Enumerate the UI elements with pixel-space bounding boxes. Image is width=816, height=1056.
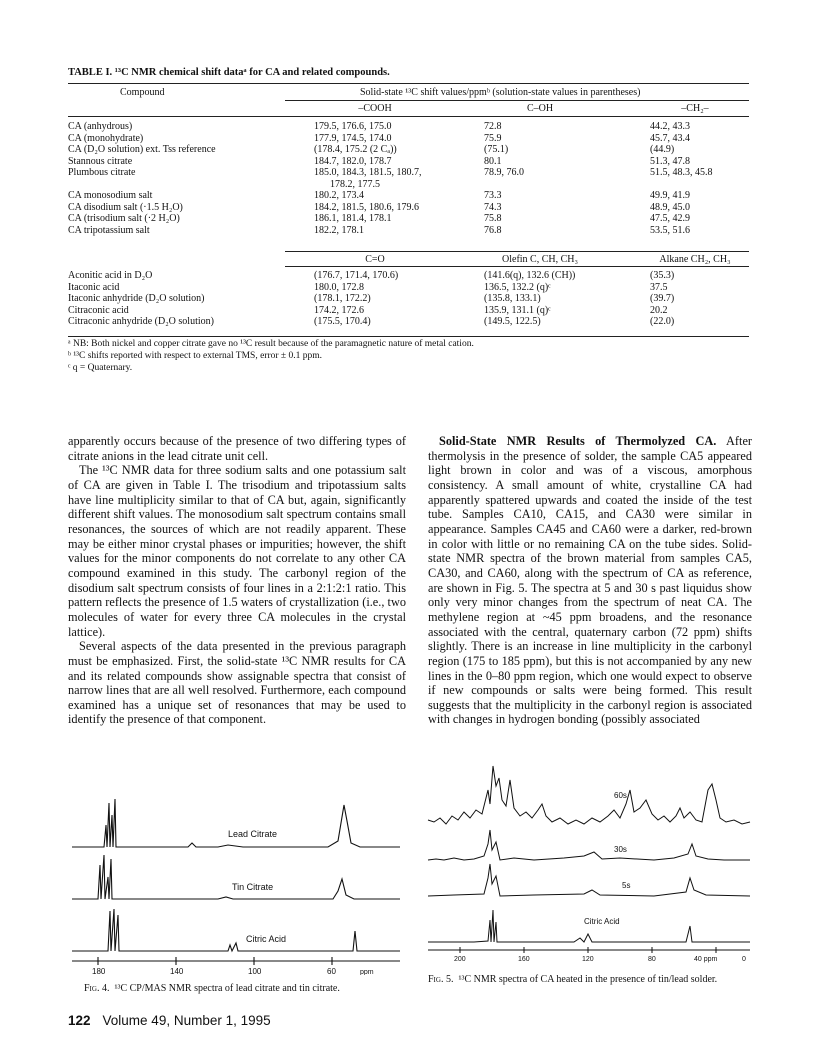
fig4-caption-label: Fig. 4. (84, 983, 110, 994)
paragraph: After thermolysis in the presence of solder, the sample CA5 appeared light brown in color and was of a viscous, amorphous consistency. A small amount of white, crystalline CA had apparently spattered upwards and coated the inside of the test tube. Samples CA10, CA15, and CA30 were similar in appearance. Samples CA45 and CA60 were a darker, red-brown in color with little or no remaining CA on the tube sides. Solid-state NMR spectra of the brown material from samples CA5, CA30, and CA60, along with the spectrum of CA as reference, are shown in Fig. 5. The spectra at 5 and 30 s past liquidus show only very minor changes from the spectrum of neat CA. The methylene region at ~45 ppm broadens, and the resonance associated with the central, quaternary carbon (72 ppm) shifts slightly. There is an increase in line multiplicity in the carbonyl region (175 to 185 ppm), but this is not accompanied by any new lines in the 0–80 ppm region, which one would expect to observe if new compounds or salts were being formed. This result suggests that the multiplicity in the carbonyl region is associated with changes in hydrogen bonding (possibly associated (428, 434, 752, 727)
fig5-tick: 0 (742, 956, 746, 963)
table-mid-rule (285, 251, 749, 252)
table-subheader-alkane: Alkane CH₂, CH₃ (659, 254, 731, 265)
table-footnote-a: ᵃ NB: Both nickel and copper citrate gave no ¹³C result because of the paramagnetic nature of metal cation. (68, 339, 474, 349)
section-heading: Solid-State NMR Results of Thermolyzed CA. (439, 434, 717, 448)
table-cell-shift-3: 51.3, 47.8 (650, 155, 690, 167)
fig4-trace-citric (72, 909, 400, 951)
table-cell-shift-2: 136.5, 132.2 (q)ᶜ (484, 281, 551, 293)
table-cell-shift-1: (176.7, 171.4, 170.6) (314, 270, 399, 281)
table-cell-compound: CA monosodium salt (68, 190, 153, 201)
paragraph: The ¹³C NMR data for three sodium salts and one potassium salt of CA are given in Table I. The trisodium and tripotassium salts have line multiplicity similar to that of CA but, again, significantly different shift values. The monosodium salt spectrum contains small resonances, the sources of which are not readily apparent. These may be either minor crystal phases or impurities; however, the shift values for the minor components do not correlate to any other CA compound examined in this study. The carbonyl region of the disodium salt spectrum consists of four lines in a 2:1:2:1 ratio. This pattern reflects the presence of 1.5 waters of crystallization (i.e., two molecules of water for every three CA molecules in the crystal lattice). (68, 463, 406, 639)
fig5-caption-label: Fig. 5. (428, 974, 454, 985)
fig5-caption (428, 974, 748, 986)
table-header-rule (68, 116, 749, 117)
table-cell-shift-3: 45.7, 43.4 (650, 132, 690, 144)
fig4-tick-unit: ppm (360, 969, 374, 975)
fig4-tick: 60 (327, 967, 336, 975)
table-cell-shift-2: (149.5, 122.5) (484, 316, 541, 327)
fig4-label-lead: Lead Citrate (228, 829, 278, 839)
right-column (428, 434, 752, 727)
table-cell-shift-2: 80.1 (484, 155, 502, 167)
table-cell-compound: Citraconic anhydride (D₂O solution) (68, 316, 214, 327)
fig5-tick: 120 (582, 956, 594, 963)
table-subheader-co: C=O (365, 254, 385, 265)
left-column (68, 434, 406, 727)
table-cell-shift-3: (22.0) (650, 316, 675, 327)
table-cell-shift-2: 76.8 (484, 224, 502, 236)
table-cell-shift-2: 74.3 (484, 201, 502, 213)
table-cell-shift-2: 78.9, 76.0 (484, 167, 524, 178)
table-cell-compound: Itaconic anhydride (D₂O solution) (68, 293, 205, 304)
table-cell-shift-2: 135.9, 131.1 (q)ᶜ (484, 304, 551, 316)
table-cell-shift-1: 186.1, 181.4, 178.1 (314, 213, 392, 224)
table-cell-shift-1: 185.0, 184.3, 181.5, 180.7, (314, 167, 422, 178)
table-cell-compound: Citraconic acid (68, 304, 129, 316)
fig5-tick: 40 ppm (694, 956, 718, 963)
table-cell-shift-3: 53.5, 51.6 (650, 224, 690, 236)
fig4-trace-tin (72, 855, 400, 899)
table-cell-shift-3: 37.5 (650, 281, 668, 293)
table-cell-compound: CA (D₂O solution) ext. Tss reference (68, 144, 216, 155)
table-cell-shift-2: (75.1) (484, 144, 509, 155)
table-cell-shift-2: 72.8 (484, 121, 502, 132)
journal-issue: Volume 49, Number 1, 1995 (102, 1013, 271, 1028)
fig4-tick: 180 (92, 967, 106, 975)
table-cell-shift-3: 20.2 (650, 304, 668, 316)
fig5-trace-60s (428, 766, 750, 824)
table-cell-shift-1: 180.2, 173.4 (314, 190, 364, 201)
paragraph: apparently occurs because of the presence of two differing types of citrate anions in the lead citrate unit cell. (68, 434, 406, 463)
table-cell-compound: CA (trisodium salt (·2 H₂O) (68, 213, 180, 224)
table-bottom-rule (68, 336, 749, 337)
table-top-rule (68, 83, 749, 84)
table-cell-shift-1: 179.5, 176.6, 175.0 (314, 121, 392, 132)
table-cell-shift-2: (141.6(q), 132.6 (CH)) (484, 270, 576, 281)
table-cell-compound: Aconitic acid in D₂O (68, 270, 153, 281)
table-subheader-ch2: –CH₂– (681, 103, 709, 114)
fig5-label-30s: 30s (614, 845, 627, 854)
fig5-trace-30s (428, 830, 750, 860)
table-cell-compound: CA tripotassium salt (68, 224, 150, 236)
fig4-label-tin: Tin Citrate (232, 882, 274, 892)
table-cell-shift-2: 73.3 (484, 190, 502, 201)
table-cell-compound: CA (monohydrate) (68, 132, 144, 144)
table-cell-compound: CA disodium salt (·1.5 H₂O) (68, 201, 183, 213)
table-cell-shift-1: 182.2, 178.1 (314, 224, 364, 236)
table-cell-shift-3: (35.3) (650, 270, 675, 281)
table-cell-shift-1: (175.5, 170.4) (314, 316, 371, 327)
fig4-trace-lead (72, 799, 400, 847)
fig4-caption-text: ¹³C CP/MAS NMR spectra of lead citrate and tin citrate. (114, 983, 340, 994)
table-cell-shift-1: 180.0, 172.8 (314, 281, 364, 293)
table-cell-shift-3: 49.9, 41.9 (650, 190, 690, 201)
fig5-tick: 160 (518, 956, 530, 963)
table-cell-shift-3: 47.5, 42.9 (650, 213, 690, 224)
fig5-trace-5s (428, 864, 750, 896)
table-subheader-cooh: –COOH (358, 103, 392, 114)
table-cell-shift-3: 48.9, 45.0 (650, 201, 690, 213)
table-cell-compound: CA (anhydrous) (68, 121, 133, 132)
table-title: TABLE I. ¹³C NMR chemical shift dataᵃ for CA and related compounds. (68, 67, 390, 78)
fig5-label-citric: Citric Acid (584, 917, 620, 926)
table-cell-shift-1: (178.1, 172.2) (314, 293, 371, 304)
table-header-compound: Compound (120, 87, 165, 98)
table-cell-shift-3: (44.9) (650, 144, 675, 155)
table-mid-rule-2 (285, 266, 749, 267)
fig4-tick: 140 (170, 967, 184, 975)
fig4-caption (84, 983, 340, 995)
table-cell-compound: Plumbous citrate (68, 167, 136, 178)
table-header-solid-state: Solid-state ¹³C shift values/ppmᵇ (solution-state values in parentheses) (360, 87, 641, 98)
table-cell-shift-1: 184.2, 181.5, 180.6, 179.6 (314, 201, 419, 213)
table-cell-shift-2: 75.9 (484, 132, 502, 144)
table-subheader-olefin: Olefin C, CH, CH₃ (502, 254, 578, 265)
fig5-tick: 200 (454, 956, 466, 963)
fig4-spectra (68, 785, 408, 975)
table-cell-shift-1: 184.7, 182.0, 178.7 (314, 155, 392, 167)
page-footer (68, 1013, 271, 1028)
fig5-label-60s: 60s (614, 791, 627, 800)
table-cell-shift-3: (39.7) (650, 293, 675, 304)
fig4-tick: 100 (248, 967, 262, 975)
page-number: 122 (68, 1013, 91, 1028)
table-subheader-rule (285, 100, 749, 101)
table-footnote-c: ᶜ q = Quaternary. (68, 363, 133, 373)
fig5-label-5s: 5s (622, 881, 631, 890)
paragraph: Several aspects of the data presented in the previous paragraph must be emphasized. First, the solid-state ¹³C NMR results for CA and its related compounds show assignable spectra that consist of narrow lines that are all well resolved. Furthermore, each compound examined has a unique set of resonances that may be used to identify the presence of that component. (68, 639, 406, 727)
fig5-trace-citric (428, 910, 750, 942)
table-cell-shift-2: 75.8 (484, 213, 502, 224)
table-cell-compound: Stannous citrate (68, 155, 133, 167)
table-cell-shift-2: (135.8, 133.1) (484, 293, 541, 304)
table-cell-shift-1: (178.4, 175.2 (2 C⁠ₐ)) (314, 144, 397, 155)
table-cell-shift-1: 177.9, 174.5, 174.0 (314, 132, 392, 144)
table-cell-shift-1-cont: 178.2, 177.5 (330, 178, 380, 190)
fig5-caption-text: ¹³C NMR spectra of CA heated in the presence of tin/lead solder. (458, 974, 718, 985)
fig4-label-citric: Citric Acid (246, 934, 287, 944)
fig5-spectra (424, 760, 754, 970)
table-cell-shift-1: 174.2, 172.6 (314, 304, 364, 316)
table-cell-compound: Itaconic acid (68, 281, 120, 293)
table-cell-shift-3: 51.5, 48.3, 45.8 (650, 167, 713, 178)
table-footnote-b: ᵇ ¹³C shifts reported with respect to external TMS, error ± 0.1 ppm. (68, 351, 323, 361)
table-cell-shift-3: 44.2, 43.3 (650, 121, 690, 132)
fig5-tick: 80 (648, 956, 656, 963)
table-subheader-coh: C–OH (526, 103, 554, 114)
